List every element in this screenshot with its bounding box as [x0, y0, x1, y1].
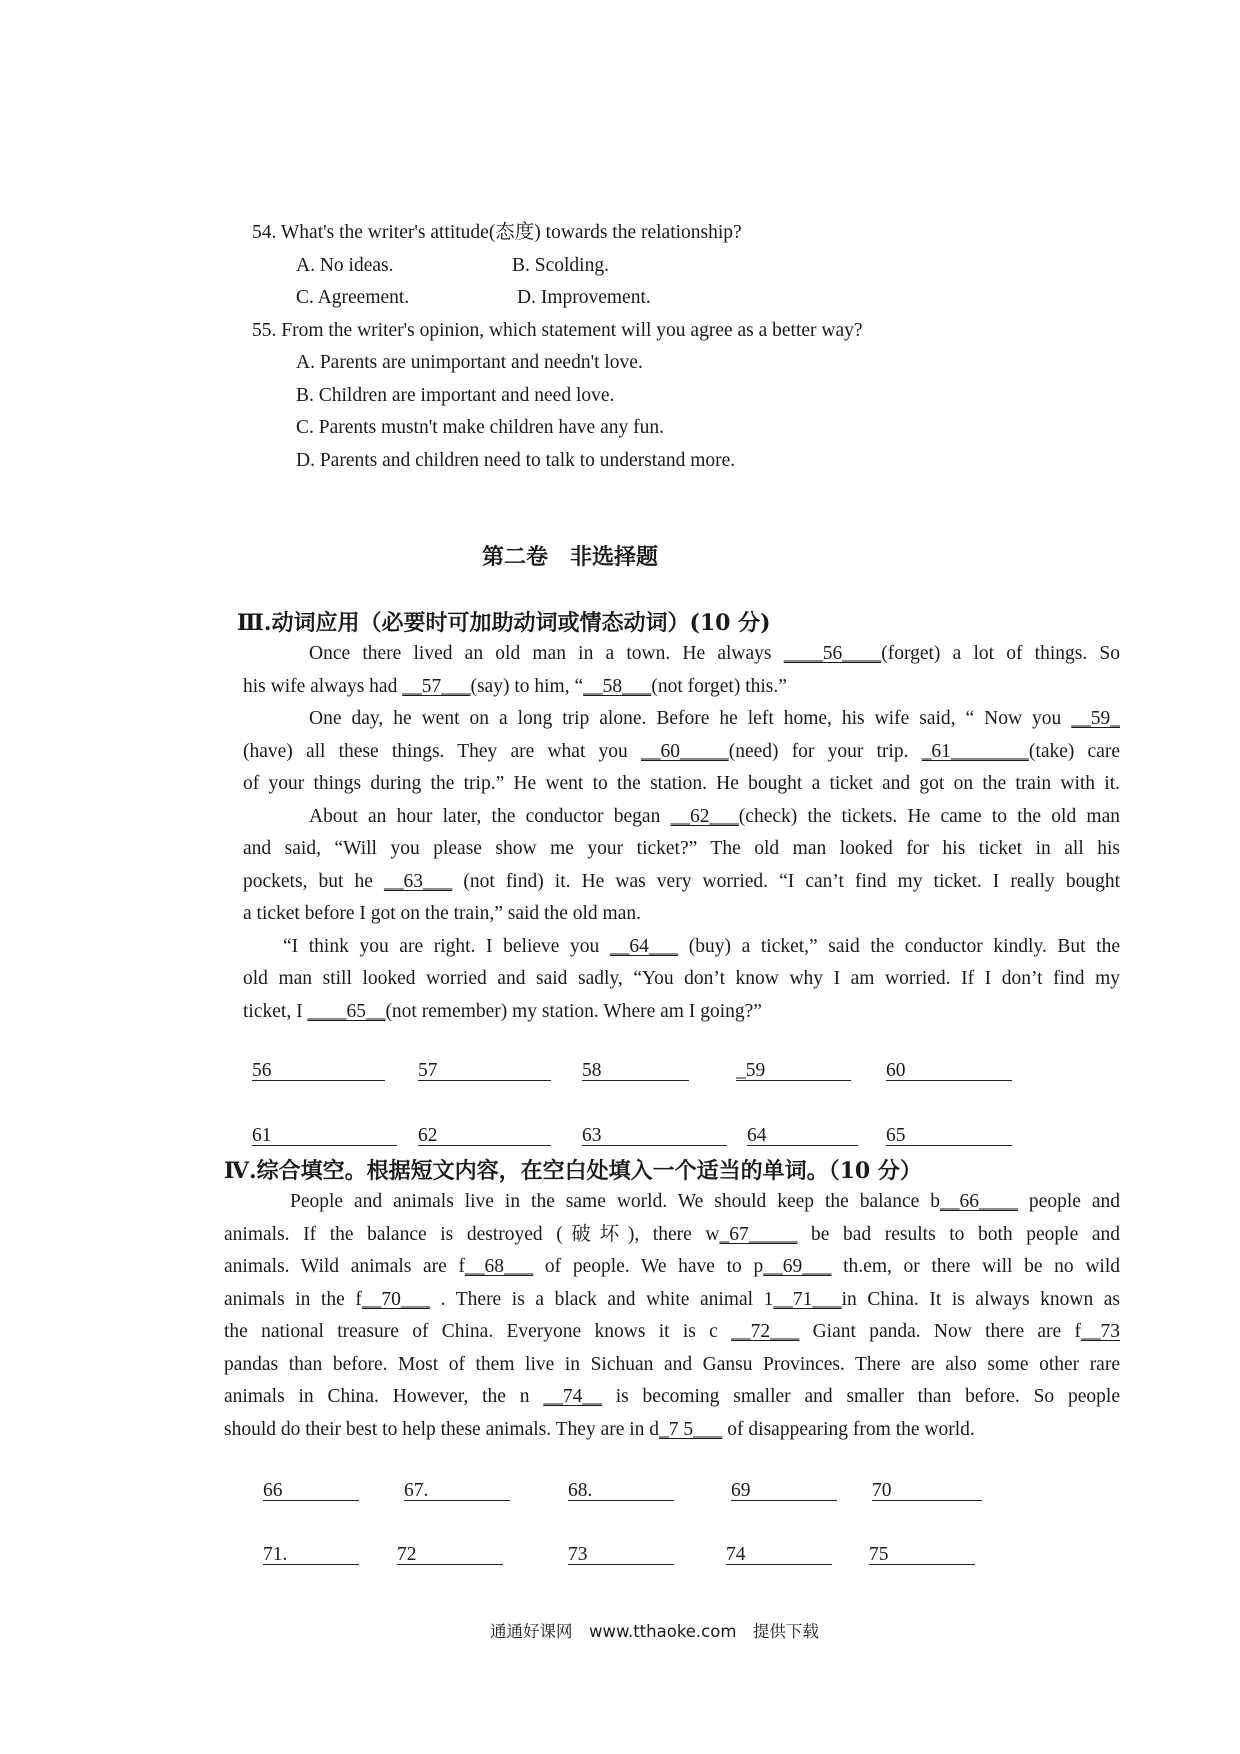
blank-67[interactable]: _67_____ [719, 1223, 798, 1245]
passage-line: animals in China. However, the n __74__ is becoming smaller and smaller than before. So people [224, 1386, 1120, 1407]
blank-64[interactable]: __64___ [609, 935, 679, 957]
option-55-c: C. Parents mustn't make children have any fun. [296, 417, 664, 438]
blank-70[interactable]: __70___ [361, 1288, 431, 1310]
passage-line: ticket, I ____65__(not remember) my station. Where am I going?” [243, 1000, 762, 1022]
section-4-title: Ⅳ.综合填空。根据短文内容，在空白处填入一个适当的单词。（10 分） [224, 1158, 922, 1184]
passage-line: his wife always had __57___(say) to him, “__58___(not forget) this.” [243, 675, 787, 697]
blank-56[interactable]: ____56____ [783, 643, 882, 664]
option-55-d: D. Parents and children need to talk to understand more. [296, 450, 736, 471]
passage-line: a ticket before I got on the train,” said the old man. [243, 903, 641, 924]
blank-59[interactable]: __59_ [1071, 708, 1120, 729]
passage-line: should do their best to help these animals. They are in d_7 5___ of disappearing from the world. [224, 1418, 975, 1440]
passage-line: old man still looked worried and said sadly, “You don’t know why I am worried. If I don’t find my [243, 968, 1120, 989]
passage-line: animals. Wild animals are f__68___ of people. We have to p__69___ th.em, or there will be no wild [224, 1256, 1120, 1277]
blank-61[interactable]: _61________ [921, 740, 1029, 762]
passage-line: pockets, but he __63___ (not find) it. He was very worried. “I can’t find my ticket. I really bought [243, 870, 1121, 892]
option-55-b: B. Children are important and need love. [296, 385, 615, 406]
blank-60[interactable]: __60_____ [640, 740, 729, 762]
passage-line: About an hour later, the conductor began __62___(check) the tickets. He came to the old man [309, 805, 1120, 827]
passage-line: pandas than before. Most of them live in Sichuan and Gansu Provinces. There are also some other rare [224, 1353, 1120, 1375]
blank-74[interactable]: __74__ [543, 1386, 602, 1407]
part-two-title: 第二卷 非选择题 [482, 544, 659, 570]
blank-68[interactable]: __68___ [465, 1256, 534, 1277]
option-55-a: A. Parents are unimportant and needn't love. [296, 352, 643, 373]
section-4-passage [224, 1186, 1120, 1446]
passage-line: the national treasure of China. Everyone knows it is c __72___ Giant panda. Now there are f__73 [224, 1321, 1120, 1342]
blank-71[interactable]: __71___ [773, 1288, 842, 1310]
blank-65[interactable]: ____65__ [307, 1000, 386, 1022]
page-footer: 通通好课网 www.tthaoke.com 提供下载 [490, 1622, 819, 1641]
blank-57[interactable]: __57___ [402, 675, 471, 697]
blank-58[interactable]: __58___ [583, 675, 652, 697]
passage-line: One day, he went on a long trip alone. Before he left home, his wife said, “ Now you __59_ [309, 708, 1120, 729]
passage-line: “I think you are right. I believe you __64___ (buy) a ticket,” said the conductor kindly. But the [283, 935, 1120, 957]
option-54-b: B. Scolding. [512, 255, 609, 276]
passage-line: People and animals live in the same world. We should keep the balance b__66____ people and [290, 1191, 1120, 1212]
section-3-passage [243, 638, 1120, 1028]
answer-row-66-70: 66 67. 68. 69 70 [0, 1480, 1240, 1510]
passage-line: of your things during the trip.” He went to the station. He bought a ticket and got on the train with it. [243, 773, 1120, 794]
answer-row-61-65: 61 62 63 64 65 [0, 1125, 1240, 1155]
passage-line: animals. If the balance is destroyed (破坏), there w_67_____ be bad results to both people and [224, 1223, 1120, 1245]
blank-75[interactable]: _7 5___ [659, 1418, 723, 1440]
option-54-d: D. Improvement. [517, 287, 651, 308]
answer-row-56-60: 56 57 58 _59 60 [0, 1060, 1240, 1090]
answer-row-71-75: 71. 72 73 74 75 [0, 1544, 1240, 1574]
blank-66[interactable]: __66____ [939, 1191, 1018, 1212]
blank-69[interactable]: __69___ [763, 1256, 832, 1277]
passage-line: and said, “Will you please show me your ticket?” The old man looked for his ticket in all his [243, 838, 1120, 859]
passage-line: Once there lived an old man in a town. He always ____56____(forget) a lot of things. So [309, 643, 1120, 664]
question-54: 54. What's the writer's attitude(态度) towards the relationship? [252, 222, 742, 243]
option-54-a: A. No ideas. [296, 255, 394, 276]
blank-62[interactable]: __62___ [670, 805, 739, 827]
option-54-c: C. Agreement. [296, 287, 410, 308]
question-55: 55. From the writer's opinion, which statement will you agree as a better way? [252, 320, 863, 341]
blank-63[interactable]: __63___ [384, 870, 453, 892]
blank-72[interactable]: __72___ [731, 1321, 800, 1342]
blank-73[interactable]: __73 [1080, 1321, 1120, 1342]
section-3-title: Ⅲ.动词应用（必要时可加助动词或情态动词）(10 分) [237, 610, 771, 636]
passage-line: animals in the f__70___ . There is a black and white animal 1__71___in China. It is always known as [224, 1288, 1121, 1310]
passage-line: (have) all these things. They are what you __60_____(need) for your trip. _61________(take) care [243, 740, 1121, 762]
